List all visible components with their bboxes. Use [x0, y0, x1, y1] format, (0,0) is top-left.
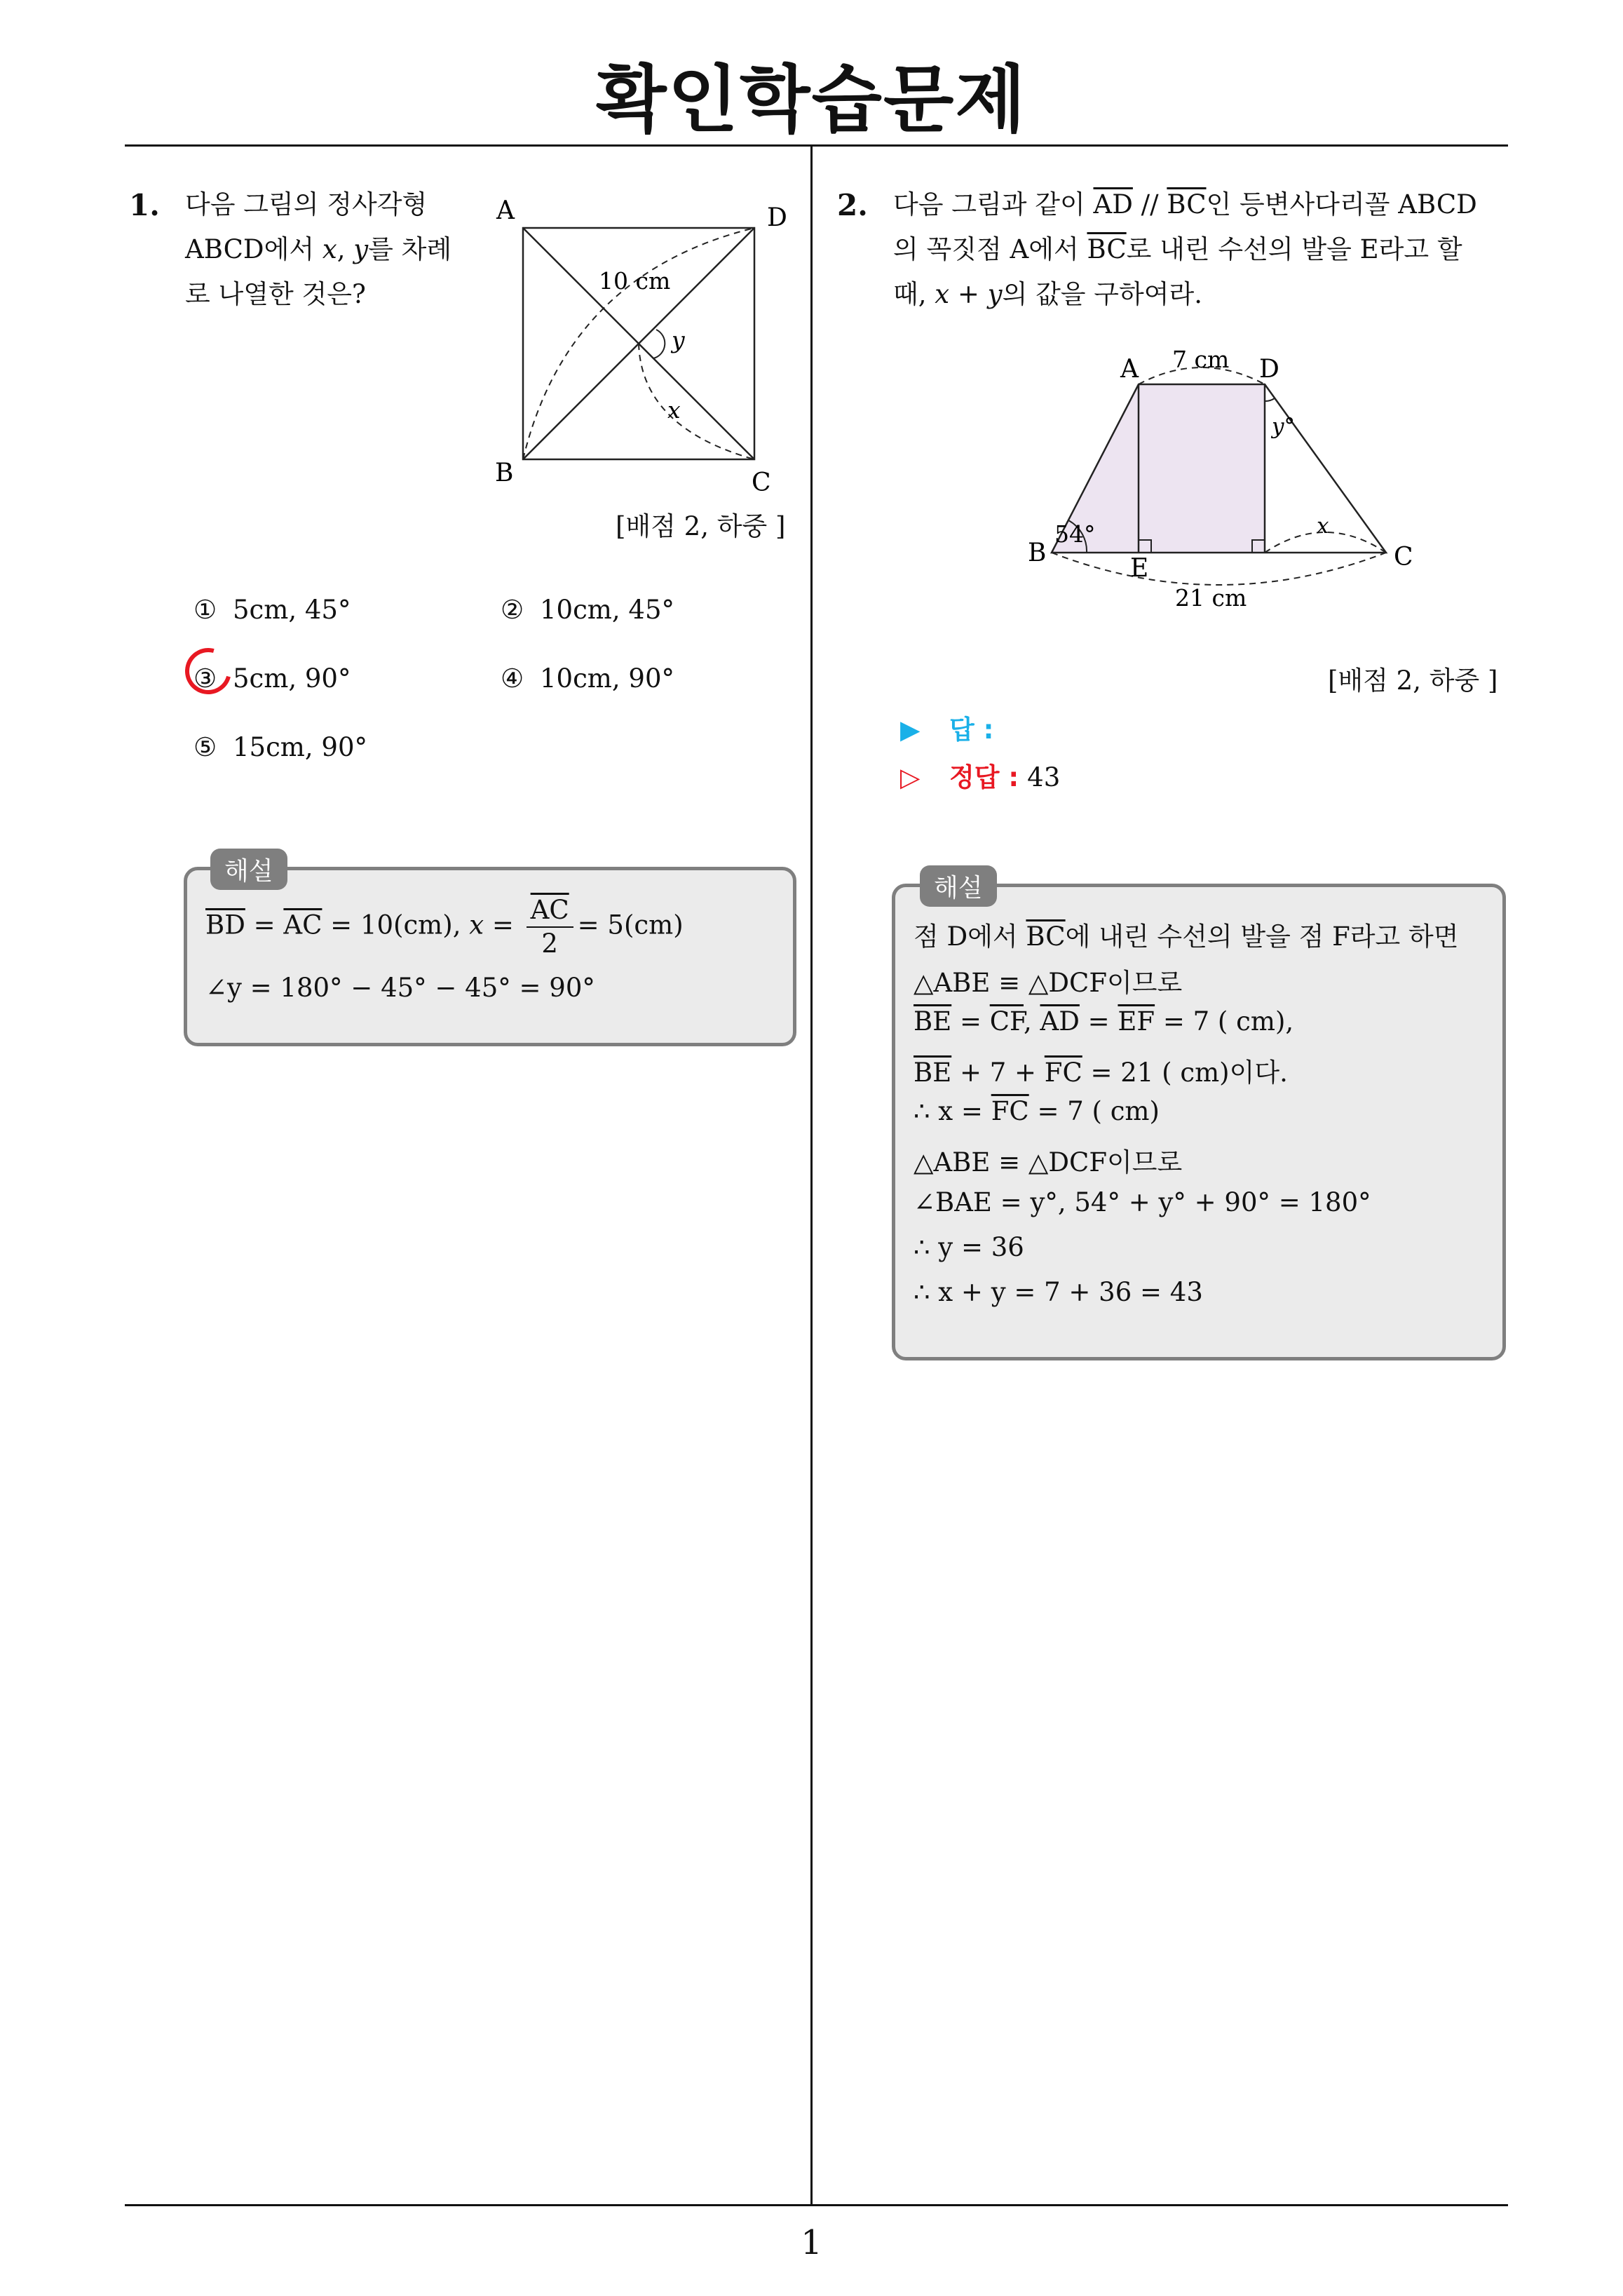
choice-2[interactable]: ② 10cm, 45° — [501, 595, 674, 625]
page-number: 1 — [801, 2223, 822, 2262]
choice-4[interactable]: ④ 10cm, 90° — [501, 663, 674, 694]
label-x: x — [667, 396, 681, 424]
correct-arrow-icon: ▷ — [900, 762, 921, 792]
q2-trapezoid-figure — [982, 337, 1444, 617]
label-x: x — [1317, 513, 1329, 539]
label-B: B — [495, 459, 514, 487]
q1-line1: 다음 그림의 정사각형 — [185, 189, 428, 220]
q1-solution-label: 해설 — [210, 849, 287, 890]
q2-solution-line7: ∠BAE = y°, 54° + y° + 90° = 180° — [914, 1187, 1371, 1217]
q2-solution-line3: $\overline{BE} = \overline{CF}$, $\overline{AD} = \overline{EF} = 7$ ( cm), — [914, 1006, 1294, 1036]
arc-bottom-dashed — [1052, 553, 1386, 585]
label-54: 54° — [1054, 520, 1096, 548]
choice-3[interactable]: ③ 5cm, 90° — [193, 663, 351, 694]
q1-solution-line2: ∠y = 180° − 45° − 45° = 90° — [205, 973, 595, 1003]
q2-line1: 다음 그림과 같이 $\overline{AD} // \overline{BC}$인 등변사다리꼴 ABCD — [893, 189, 1477, 220]
label-C: C — [752, 468, 771, 497]
label-y: y — [672, 326, 685, 353]
label-top-7cm: 7 cm — [1172, 346, 1230, 373]
question-2-number: 2. — [837, 188, 868, 222]
q2-solution-line2: △ABE ≡ △DCF이므로 — [914, 968, 1183, 998]
label-E: E — [1130, 554, 1149, 583]
angle-y-arc — [1265, 398, 1275, 401]
q2-correct-value: 43 — [1027, 762, 1061, 792]
q2-solution-line6: △ABE ≡ △DCF이므로 — [914, 1147, 1183, 1177]
q2-solution-line1: 점 D에서 $\overline{BC}$에 내린 수선의 발을 점 F라고 하면 — [914, 921, 1459, 952]
q2-solution-line9: ∴ x + y = 7 + 36 = 43 — [914, 1277, 1203, 1307]
label-bottom-21cm: 21 cm — [1175, 584, 1247, 612]
header-rule — [125, 144, 1508, 147]
q2-meta: [배점 2, 하중 ] — [1328, 666, 1498, 696]
q2-solution-label: 해설 — [920, 865, 997, 907]
q1-solution-line1: $\overline{BD} = \overline{AC} = 10(cm)$, x = $\frac{\overline{AC}}{2}$ = 5(cm) — [205, 895, 684, 959]
label-B: B — [1028, 539, 1047, 567]
q1-line2: ABCD에서 x, y를 차례 — [185, 234, 452, 264]
label-D: D — [767, 203, 787, 232]
question-1-text — [185, 182, 451, 317]
q2-line2: 의 꼭짓점 A에서 $\overline{BC}$로 내린 수선의 발을 E라고 할 — [893, 234, 1462, 264]
label-D: D — [1259, 355, 1279, 384]
q2-line3: 때, x + y의 값을 구하여라. — [893, 279, 1203, 309]
choice-1[interactable]: ① 5cm, 45° — [193, 595, 351, 625]
page-title: 확인학습문제 — [596, 57, 1027, 142]
q1-solution-box — [184, 867, 796, 1046]
q2-solution-line5: ∴ $x = \overline{FC} = 7$ ( cm) — [914, 1096, 1160, 1126]
choice-5[interactable]: ⑤ 15cm, 90° — [193, 732, 367, 762]
q2-answer-row: ▶ 답 : — [900, 715, 994, 745]
label-y: y° — [1272, 414, 1296, 439]
rectangle-aefd-shade — [1139, 384, 1265, 553]
q1-line3: 로 나열한 것은? — [185, 279, 366, 309]
angle-y-arc — [653, 330, 665, 358]
q1-square-figure — [484, 189, 806, 505]
label-A: A — [496, 196, 515, 225]
label-A: A — [1120, 355, 1139, 384]
label-10cm: 10 cm — [599, 267, 671, 295]
question-1-number: 1. — [129, 188, 160, 222]
answer-arrow-icon: ▶ — [900, 715, 921, 745]
question-2-text — [893, 182, 1477, 317]
q2-solution-line8: ∴ y = 36 — [914, 1232, 1024, 1262]
q2-correct-row: ▷ 정답 : 43 — [900, 762, 1061, 792]
column-divider — [810, 146, 813, 2205]
footer-rule — [125, 2204, 1508, 2206]
q2-solution-line4: $\overline{BE} + 7 + \overline{FC} = 21$ ( cm)이다. — [914, 1058, 1288, 1088]
q2-solution-box — [892, 884, 1506, 1360]
label-C: C — [1394, 543, 1413, 572]
q1-meta: [배점 2, 하중 ] — [616, 511, 786, 541]
